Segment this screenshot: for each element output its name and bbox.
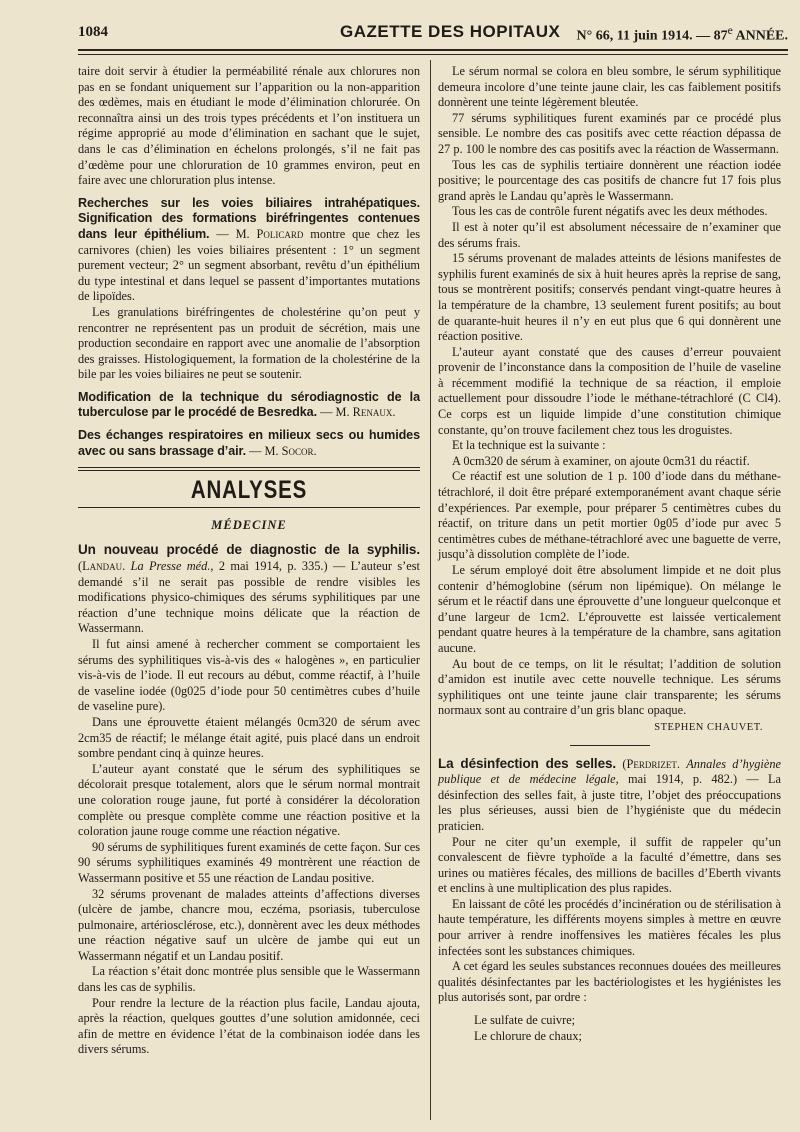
paragraph: Pour ne citer qu’un exemple, il suffit de rappeler qu’un convalescent de fièvre typhoïde a la faculté d’émettre, dans ses urines ou matières fécales, des millions de bacilles d’Eberth vivants et enclins à une multiplication des plus rapides.	[438, 834, 781, 896]
paragraph: L’auteur ayant constaté que le sérum des syphilitiques se décolorait presque totalement, alors que le sérum normal montrait une coloration rouge jaune, fut porté à considérer la décoloration complète ou presque complète comme une réaction positive et la coloration jaune rouge comme une réaction négative.	[78, 761, 420, 839]
article-author: — M. Renaux.	[320, 405, 396, 420]
article-title: Un nouveau procédé de diagnostic de la syphilis.	[78, 542, 420, 558]
paragraph: L’auteur ayant constaté que des causes d’erreur pouvaient provenir de l’inconstance dans la composition de l’huile de vaseline à récemment modifié la technique de sa réaction, il emploie actuellement pour dissoudre l’iode le méthane-tétrachloré (C Cl4). Ce corps est un liquide limpide d’une constitution chimique constante, qu’on trouve facilement chez tous les droguistes.	[438, 344, 781, 437]
paragraph: Tous les cas de contrôle furent négatifs avec les deux méthodes.	[452, 204, 768, 219]
author-signature: STEPHEN CHAUVET.	[654, 721, 763, 733]
article-author: — M. Policard	[216, 226, 304, 241]
article-source: La Presse méd.,	[130, 559, 214, 574]
article-source: Annales d’hygiène publique et de médecine légale,	[438, 756, 781, 787]
article-echanges	[78, 428, 420, 459]
right-column	[438, 64, 781, 1044]
rubric-heading: MÉDECINE	[211, 517, 287, 532]
paragraph: A 0cm320 de sérum à examiner, on ajoute 0cm31 du réactif.	[452, 453, 750, 468]
paragraph: Ce réactif est une solution de 1 p. 100 d’iode dans du méthane-tétrachloré, il doit être préparé extemporanément avant chaque série d’expériences. Par exemple, pour préparer 5 centimètres cubes du réactif, on triture dans un petit mortier 0g05 d’iode pur avec 5 centimètres cubes de méthane-tétrachloré avec une baguette de verre, jusqu’à dissolution complète de l’iode.	[438, 469, 781, 562]
article-author: — M. Socor.	[249, 443, 317, 458]
header-rule	[78, 49, 788, 55]
paragraph: Tous les cas de syphilis tertiaire donnèrent une réaction iodée positive; le pourcentage des cas positifs de chancre fut 17 fois plus grand après le Landau qu’après le Wassermann.	[438, 157, 781, 203]
paragraph: 32 sérums provenant de malades atteints d’affections diverses (ulcère de jambe, chancre mou, eczéma, psoriasis, tuberculose pulmonaire, artériosclérose, etc.), donnèrent avec les deux méthodes une réaction négative sauf un ulcère de jambe qui eut un Wassermann négatif et un Landau positif.	[78, 886, 420, 963]
article-title: Des échanges respiratoires en milieux secs ou humides avec ou sans brassage d’air.	[78, 428, 420, 458]
issue-date: N° 66, 11 juin 1914. — 87	[576, 28, 728, 44]
section-rule	[78, 470, 420, 471]
paragraph: Au bout de ce temps, on lit le résultat; l’addition de solution d’amidon est inutile avec cette nouvelle technique. Les sérums syphilitiques ont une teinte jaune clair transparente; les sérums normaux sont au contraire d’un gris blanc opaque.	[438, 656, 781, 718]
paragraph: Pour rendre la lecture de la réaction plus facile, Landau ajouta, après la réaction, quelques gouttes d’une solution amidonnée, ceci afin de mettre en évidence l’état de la combinaison iodée dans les divers sérums.	[78, 995, 420, 1057]
section-rule	[78, 507, 420, 508]
list-item: Le sulfate de cuivre;	[474, 1013, 576, 1028]
paragraph: 15 sérums provenant de malades atteints de lésions manifestes de syphilis furent examinés de six à huit heures après la reprise de sang, tous se montrèrent positifs; conservés pendant vingt-quatre heures à la température de la chambre, 13 seulement furent positifs; au bout de quarante-huit heures il n’y en eut plus que 6 qui donnèrent une réaction positive.	[438, 251, 781, 344]
article-author: Landau.	[82, 559, 126, 574]
article-title: Recherches sur les voies biliaires intrahépatiques. Signification des formations biréfringentes contenues dans leur épithélium.	[78, 195, 420, 241]
page-header	[78, 22, 788, 46]
paragraph: Il est à noter qu’il est absolument nécessaire de n’examiner que des sérums frais.	[438, 219, 781, 250]
journal-title: GAZETTE DES HOPITAUX	[340, 22, 561, 41]
article-recherches	[78, 196, 420, 305]
article-title: La désinfection des selles.	[438, 755, 617, 771]
paragraph: 77 sérums syphilitiques furent examinés par ce procédé plus sensible. Le nombre des cas positifs avec cette réaction dépassa de 27 p. 100 le nombre des cas positifs avec la réaction de Wassermann.	[438, 110, 781, 156]
paragraph: 90 sérums de syphilitiques furent examinés de cette façon. Sur ces 90 sérums syphilitiques examinés 49 montrèrent une réaction de Wassermann positive et 55 une réaction de Landau positive.	[78, 839, 420, 885]
paragraph: Dans une éprouvette étaient mélangés 0cm320 de sérum avec 2cm35 de réactif; le mélange était agité, puis placé dans un endroit sombre pendant cinq à quinze heures.	[78, 714, 420, 761]
paragraph: montre que chez les carnivores (chien) les voies biliaires présentent : 1° un segment purement vecteur; 2° un segment absorbant, revêtu d’un épithélium du type intestinal et dans lequel se passent d’importantes mutations de lipoïdes.	[78, 226, 420, 304]
paragraph: Les granulations biréfringentes de cholestérine qu’on peut y rencontrer ne représentent pas un produit de sécrétion, mais une production secondaire en rapport avec une anomalie de l’absorption des graisses. Histologiquement, la formation de la cholestérine de la bile par les voies biliaires ne peut se soutenir.	[78, 304, 420, 382]
section-rule	[78, 467, 420, 468]
article-modification	[78, 390, 420, 421]
paragraph: Le sérum employé doit être absolument limpide et ne doit plus contenir d’hémoglobine (sérum non lipémique). On mélange le sérum et le réactif dans une éprouvette d’une longueur quelconque et d’une largeur de 1cm2. L’éprouvette est laissée verticalement pendant quatre heures à la température de la chambre, sans agitation aucune.	[438, 563, 781, 655]
separator-rule	[570, 745, 650, 746]
paragraph: A cet égard les seules substances reconnues douées des meilleures qualités désinfectantes par les bactériologistes et les hygiénistes les plus autorisés sont, par ordre :	[438, 959, 781, 1005]
page-number: 1084	[78, 24, 108, 40]
section-heading-analyses: ANALYSES	[190, 476, 308, 505]
paragraph: taire doit servir à étudier la perméabilité rénale aux chlorures non pas en se fondant uniquement sur l’apparition ou la non-apparition des œdèmes, mais en étudiant le mode d’élimination chlorurée. On reconnaîtra ainsi un des trois types précédents et l’on instituera un régime approprié au mode d’élimination en sachant que le sujet, dans le cas d’élimination en échelons prolongés, s’il ne fait pas d’œdème pour une chloruration de 10 grammes environ, peut en faire avec une chloruration plus intense.	[78, 64, 420, 188]
issue-sup: e	[727, 24, 733, 37]
list-item: Le chlorure de chaux;	[474, 1028, 582, 1043]
article-landau: Un nouveau procédé de diagnostic de la syphilis. (Landau. La Presse méd., 2 mai 1914, p. 335.) — L’auteur s’est demandé s’il ne serait pas possible de rendre visibles les modifications physico-chimiques des sérums syphilitiques par une réaction d’une technique moins délicate que la réaction de Wassermann.	[78, 542, 420, 636]
column-separator	[430, 60, 431, 1120]
paragraph: 2 mai 1914, p. 335.) — L’auteur s’est demandé s’il ne serait pas possible de rendre visibles les modifications physico-chimiques des sérums syphilitiques par une réaction d’une technique moins délicate que la réaction de Wassermann.	[78, 559, 420, 636]
paragraph: Il fut ainsi amené à rechercher comment se comportaient les sérums des syphilitiques vis-à-vis des « halogènes », en particulier vis-à-vis de l’iode. Il eut recours au début, comme réactif, à l’huile de vaseline iodée (0g025 d’iode pour 50 centimètres cubes d’huile de vaseline pure).	[78, 637, 420, 714]
paragraph: Le sérum normal se colora en bleu sombre, le sérum syphilitique demeura incolore d’une teinte jaune clair, les cas faiblement positifs donnèrent une teinte légèrement bleutée.	[438, 64, 781, 110]
issue-info	[577, 24, 788, 45]
paragraph: En laissant de côté les procédés d’incinération ou de stérilisation à haute température, les différents moyens simples à mettre en œuvre pour arriver à rendre inoffensives les matières fécales les plus infectées sont les substances chimiques.	[438, 896, 781, 958]
issue-year: ANNÉE.	[732, 28, 788, 44]
article-title: Modification de la technique du sérodiagnostic de la tuberculose par le procédé de Besredka.	[78, 389, 420, 420]
paragraph: La réaction s’était donc montrée plus sensible que le Wassermann dans les cas de syphilis.	[78, 964, 420, 995]
article-author: (Perdrizet.	[622, 756, 680, 771]
paragraph: Et la technique est la suivante :	[452, 438, 606, 453]
article-desinfection	[438, 756, 781, 835]
left-column	[78, 64, 420, 1058]
paragraph: mai 1914, p. 482.) — La désinfection des selles fait, à juste titre, l’objet des préoccupations les plus sérieuses, aussi bien de l’hygiéniste que du médecin praticien.	[438, 772, 781, 833]
